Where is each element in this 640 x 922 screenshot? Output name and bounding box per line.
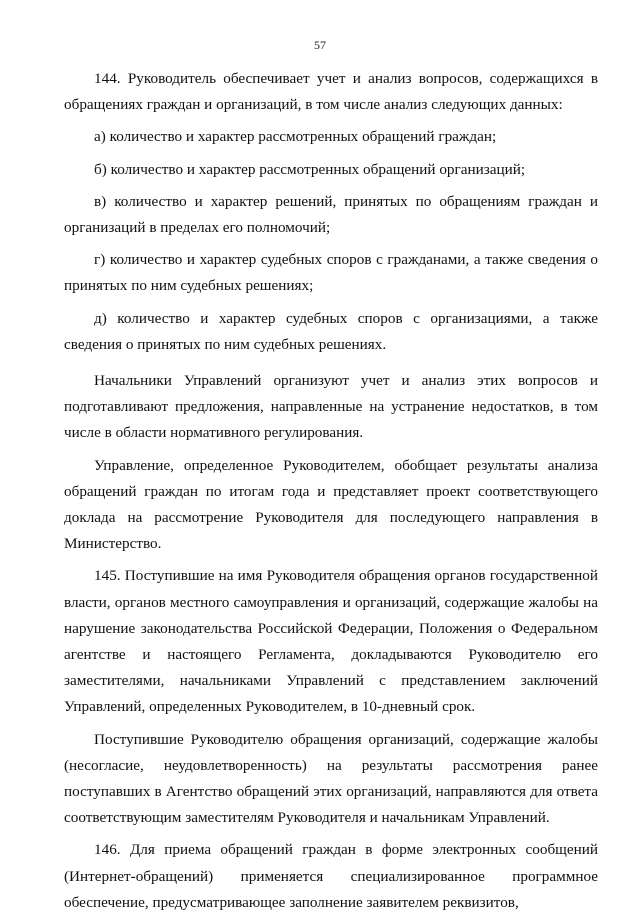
list-item-d: д) количество и характер судебных споров с организациями, а также сведения о принятых по ним судебных решениях. <box>64 309 598 353</box>
page-number: 57 <box>314 38 326 52</box>
list-item-a: а) количество и характер рассмотренных обращений граждан; <box>94 128 497 146</box>
paragraph-145: 145. Поступившие на имя Руководителя обращения органов государственной власти, органов местного самоуправления и организаций, содержащие жалобы на нарушение законодательства Российской Федерации, Положения о Федеральном агентстве и настоящего Регламента, докладываются Руководителю его заместителями, начальниками Управлений с представлением заключений Управлений, определенных Руководителем, в 10-дневный срок. <box>64 567 598 716</box>
list-item-g: г) количество и характер судебных споров с гражданами, а также сведения о принятых по ним судебных решениях; <box>64 251 598 295</box>
document-body <box>64 66 598 922</box>
list-item-b: б) количество и характер рассмотренных обращений организаций; <box>94 160 526 178</box>
paragraph-annual-report: Управление, определенное Руководителем, обобщает результаты анализа обращений граждан по итогам года и представляет проект соответствующего доклада на рассмотрение Руководителя для последующего направления в Министерство. <box>64 456 598 553</box>
paragraph-department-heads: Начальники Управлений организуют учет и анализ этих вопросов и подготавливают предложения, направленные на устранение недостатков, в том числе в области нормативного регулирования. <box>64 372 598 442</box>
paragraph-146: 146. Для приема обращений граждан в форме электронных сообщений (Интернет-обращений) применяется специализированное программное обеспечение, предусматривающее заполнение заявителем реквизитов, <box>64 841 598 911</box>
paragraph-144-intro: 144. Руководитель обеспечивает учет и анализ вопросов, содержащихся в обращениях граждан и организаций, в том числе анализ следующих данных: <box>64 70 598 114</box>
list-item-v: в) количество и характер решений, принятых по обращениям граждан и организаций в пределах его полномочий; <box>64 192 598 237</box>
paragraph-145-complaints: Поступившие Руководителю обращения организаций, содержащие жалобы (несогласие, неудовлетворенность) на результаты рассмотрения ранее поступавших в Агентство обращений этих организаций, направляются для ответа соответствующим заместителям Руководителя и начальникам Управлений. <box>64 730 598 827</box>
